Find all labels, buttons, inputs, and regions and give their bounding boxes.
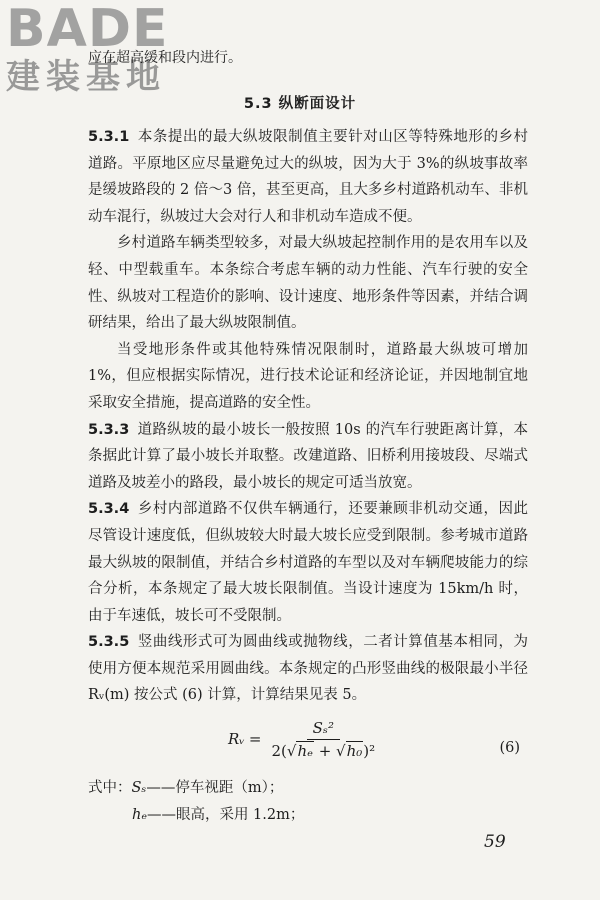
clause-number: 5.3.5 bbox=[88, 634, 130, 651]
equation-number: (6) bbox=[499, 740, 520, 757]
equals-sign: = bbox=[248, 730, 262, 749]
definition-symbol: hₑ bbox=[132, 806, 147, 823]
definition-text: ——停车视距（m）； bbox=[146, 780, 284, 797]
sqrt2-text: h₀ bbox=[346, 742, 363, 761]
definition-symbol: Sₛ bbox=[131, 780, 147, 797]
denominator-post: )² bbox=[363, 742, 376, 761]
paragraph-text: 乡村道路车辆类型较多，对最大纵坡起控制作用的是农用车以及轻、中型载重车。本条综合考虑车辆的动力性能、汽车行驶的安全性、纵坡对工程造价的影响、设计速度、地形条件等因素，并结合调研结果，给出了最大纵坡限制值。 bbox=[88, 235, 528, 332]
formula-fraction bbox=[271, 719, 375, 760]
formula-block bbox=[88, 713, 528, 773]
numerator-text: Sₛ² bbox=[312, 719, 334, 738]
sqrt-term-2 bbox=[346, 741, 364, 760]
paragraph-text: 乡村内部道路不仅供车辆通行，还要兼顾非机动交通，因此尽管设计速度低，但纵坡较大时最大坡长应受到限制。参考城市道路最大纵坡的限制值，并结合乡村道路的车型以及对车辆爬坡能力的综合分析，本条规定了最大坡长限制值。当设计速度为 15km/h 时，由于车速低，坡长可不受限制。 bbox=[88, 501, 528, 624]
paragraph-text: 道路纵坡的最小坡长一般按照 10s 的汽车行驶距离计算，本条据此计算了最小坡长并取整。改建道路、旧桥利用接坡段、尽端式道路及坡差小的路段，最小坡长的规定可适当放宽。 bbox=[88, 421, 528, 491]
definition-line bbox=[88, 802, 528, 829]
plus-sign: + bbox=[318, 742, 332, 761]
formula bbox=[228, 719, 375, 760]
sqrt-sign: √ bbox=[336, 742, 346, 761]
definition-line bbox=[88, 775, 528, 802]
main-content bbox=[88, 124, 528, 828]
clause-number: 5.3.3 bbox=[88, 421, 130, 438]
sqrt-sign: √ bbox=[286, 742, 297, 761]
clause-number: 5.3.4 bbox=[88, 501, 130, 518]
paragraph-5-3-4 bbox=[88, 496, 528, 629]
paragraph-5-3-5 bbox=[88, 629, 528, 709]
paragraph-text: 竖曲线形式可为圆曲线或抛物线，二者计算值基本相同，为使用方便本规范采用圆曲线。本条规定的凸形竖曲线的极限最小半径 Rᵥ(m) 按公式 (6) 计算，计算结果见表 5。 bbox=[88, 634, 528, 704]
denominator-pre: 2( bbox=[271, 742, 287, 761]
formula-lhs: Rᵥ bbox=[228, 730, 245, 749]
logo-main-text: BADE bbox=[6, 0, 169, 59]
paragraph bbox=[88, 230, 528, 336]
definition-text: ——眼高，采用 1.2m； bbox=[146, 806, 305, 823]
page-number: 59 bbox=[484, 832, 506, 852]
logo-sub-text: 建装基地 bbox=[6, 57, 166, 97]
formula-denominator bbox=[271, 740, 375, 760]
clause-number: 5.3.1 bbox=[88, 129, 130, 145]
section-title: 5.3 纵断面设计 bbox=[243, 96, 357, 112]
paragraph-text: 本条提出的最大纵坡限制值主要针对山区等特殊地形的乡村道路。平原地区应尽量避免过大的纵坡，因为大于 3%的纵坡事故率是缓坡路段的 2 倍～3 倍，甚至更高，且大多乡村道路机动车、非机动车混行，纵坡过大会对行人和非机动车造成不便。 bbox=[88, 129, 528, 225]
sqrt-term-1 bbox=[296, 741, 313, 760]
paragraph-5-3-1 bbox=[88, 124, 528, 230]
paragraph-5-3-3 bbox=[88, 417, 528, 497]
sqrt1-text: hₑ bbox=[297, 742, 313, 761]
formula-numerator bbox=[307, 719, 340, 740]
paragraph bbox=[88, 337, 528, 417]
continued-text-line: 应在超高缓和段内进行。 bbox=[88, 50, 242, 66]
definition-prefix: 式中： bbox=[88, 780, 132, 797]
paragraph-text: 当受地形条件或其他特殊情况限制时，道路最大纵坡可增加1%，但应根据实际情况，进行技术论证和经济论证，并因地制宜地采取安全措施，提高道路的安全性。 bbox=[88, 341, 528, 411]
